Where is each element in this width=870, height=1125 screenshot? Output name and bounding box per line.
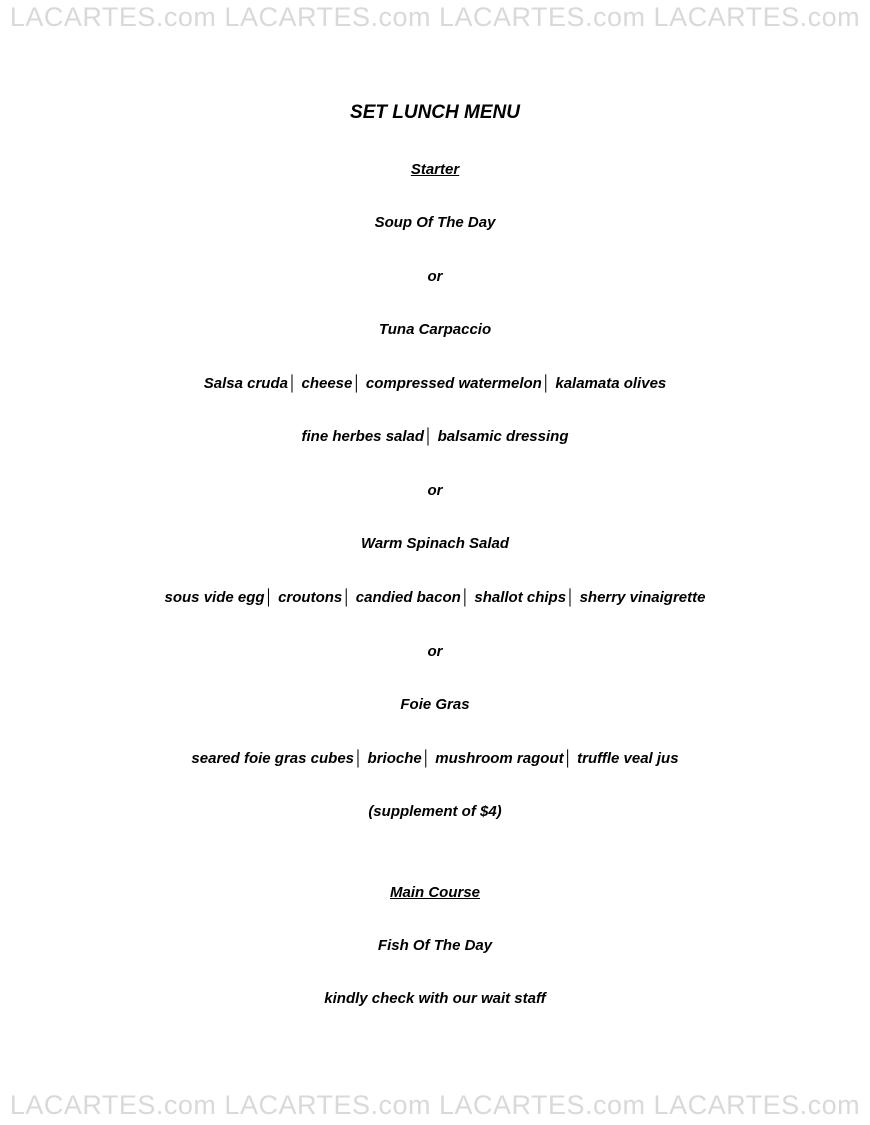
tuna-description-2: fine herbes salad│ balsamic dressing: [301, 428, 569, 445]
or-separator-1: or: [427, 268, 443, 285]
foie-gras-description: seared foie gras cubes│ brioche│ mushroom ragout│ truffle veal jus: [191, 750, 679, 767]
menu-title: SET LUNCH MENU: [350, 102, 520, 123]
starter-item-tuna: Tuna Carpaccio: [378, 321, 492, 338]
watermark-top: LACARTES.com LACARTES.com LACARTES.com LACARTES.com: [9, 2, 861, 32]
starter-heading: Starter: [410, 161, 460, 178]
starter-item-soup: Soup Of The Day: [374, 214, 496, 231]
main-item-fish: Fish Of The Day: [377, 937, 493, 954]
or-separator-3: or: [427, 643, 443, 660]
spinach-description: sous vide egg│ croutons│ candied bacon│ shallot chips│ sherry vinaigrette: [164, 589, 706, 606]
tuna-description-1: Salsa cruda│ cheese│ compressed watermelon│ kalamata olives: [203, 375, 667, 392]
starter-item-foie-gras: Foie Gras: [400, 696, 470, 713]
fish-description: kindly check with our wait staff: [324, 990, 546, 1007]
main-course-heading: Main Course: [389, 884, 480, 901]
starter-item-spinach: Warm Spinach Salad: [360, 535, 510, 552]
watermark-bottom: LACARTES.com LACARTES.com LACARTES.com LACARTES.com: [9, 1090, 861, 1120]
foie-gras-supplement: (supplement of $4): [368, 803, 502, 820]
or-separator-2: or: [427, 482, 443, 499]
